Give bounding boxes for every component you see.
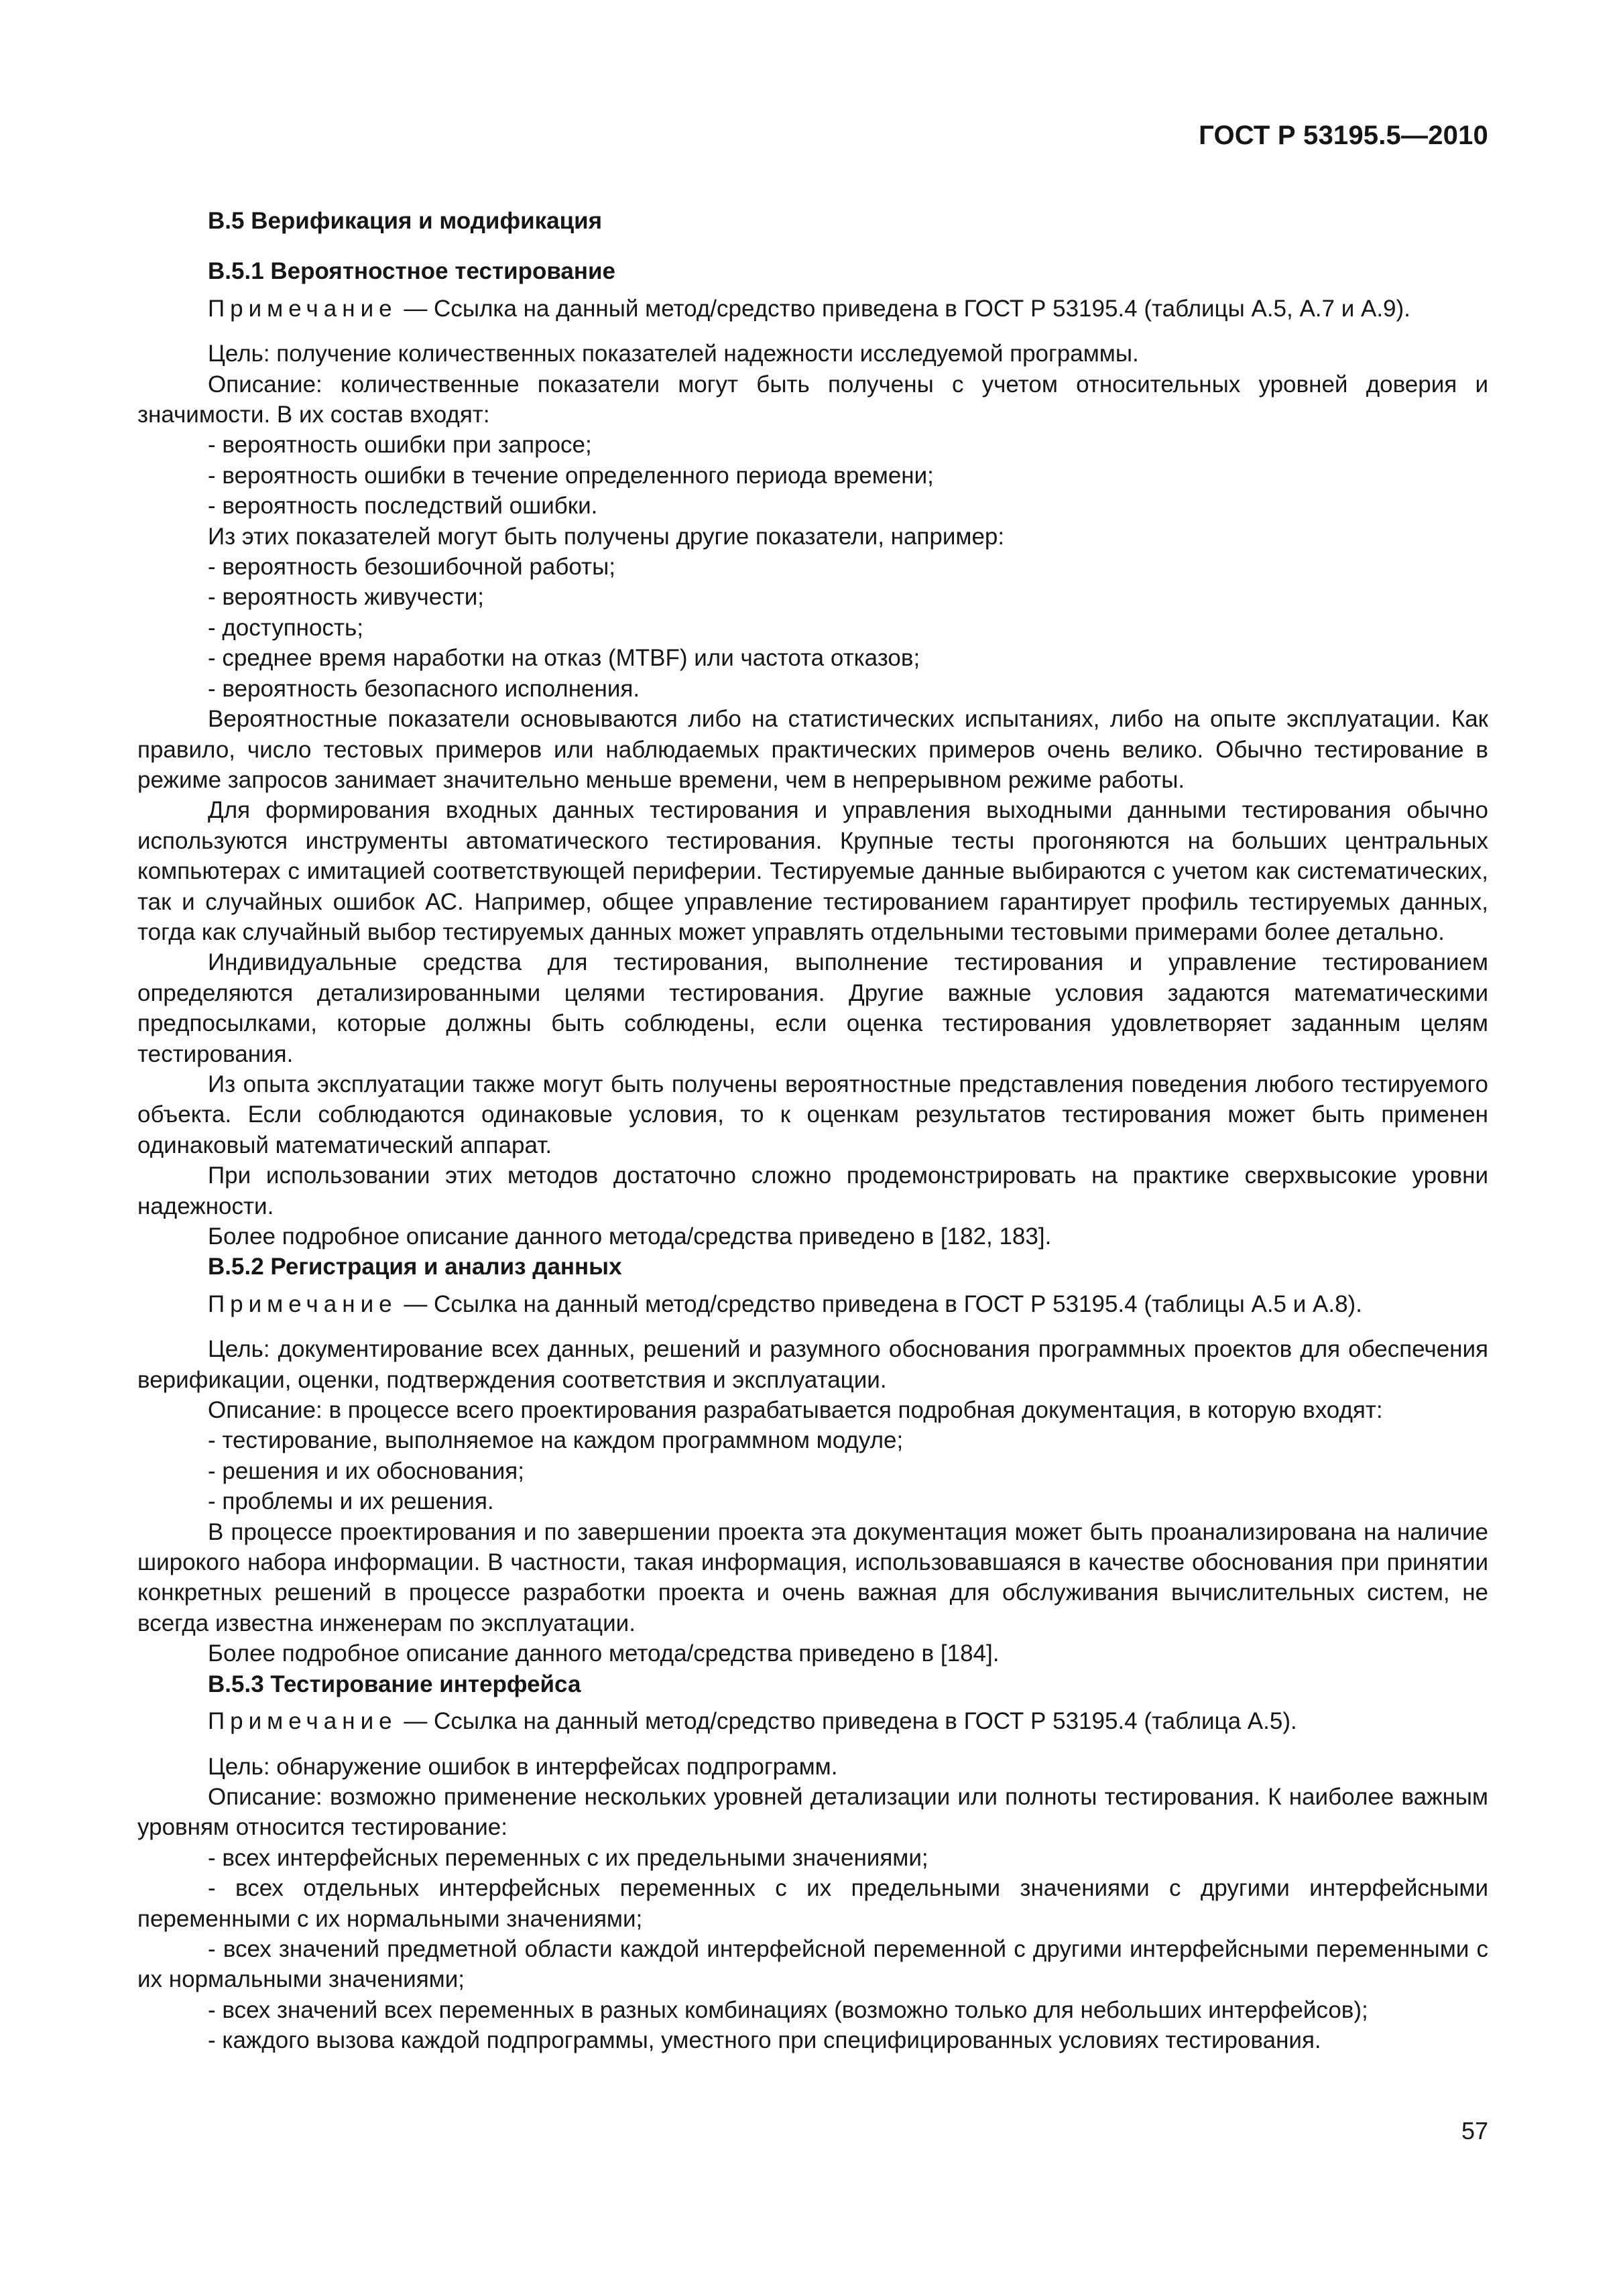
paragraph: Цель: получение количественных показателей надежности исследуемой программы.	[208, 341, 1139, 367]
list-item: - каждого вызова каждой подпрограммы, уместного при специфицированных условиях тестирования.	[208, 2027, 1321, 2054]
list-item: - вероятность последствий ошибки.	[208, 493, 598, 520]
list-item: - всех отдельных интерфейсных переменных с их предельными значениями с другими интерфейсными переменными с их нормальными значениями;	[137, 1875, 1488, 1932]
paragraph: Более подробное описание данного метода/средства приведено в [184].	[208, 1640, 1000, 1667]
paragraph: Для формирования входных данных тестирования и управления выходными данными тестирования обычно используются инструменты автоматического тестирования. Крупные тесты прогоняются на больших центральных компьютерах с имитацией соответствующей периферии. Тестируемые данные выбираются с учетом как систематических, так и случайных ошибок АС. Например, общее управление тестированием гарантирует профиль тестируемых данных, тогда как случайный выбор тестируемых данных может управлять отдельными тестовыми примерами более детально.	[137, 797, 1488, 945]
page-number: 57	[1461, 2117, 1488, 2144]
document-body	[137, 206, 1488, 2056]
paragraph: Из этих показателей могут быть получены другие показатели, например:	[208, 523, 1005, 550]
note-label: Примечание	[208, 295, 398, 322]
subsection-heading: В.5.1 Вероятностное тестирование	[208, 258, 616, 285]
list-item: - вероятность живучести;	[208, 584, 485, 611]
list-item: - тестирование, выполняемое на каждом программном модуле;	[208, 1427, 904, 1454]
paragraph: Более подробное описание данного метода/средства приведено в [182, 183].	[208, 1223, 1052, 1250]
paragraph: Цель: документирование всех данных, решений и разумного обоснования программных проектов для обеспечения верификации, оценки, подтверждения соответствия и эксплуатации.	[137, 1336, 1488, 1393]
list-item: - вероятность безопасного исполнения.	[208, 675, 640, 702]
note-text: — Ссылка на данный метод/средство приведена в ГОСТ Р 53195.4 (таблицы А.5, А.7 и А.9).	[397, 295, 1410, 322]
list-item: - вероятность безошибочной работы;	[208, 554, 615, 581]
list-item: - вероятность ошибки при запросе;	[208, 432, 592, 459]
paragraph: Описание: количественные показатели могут быть получены с учетом относительных уровней доверия и значимости. В их состав входят:	[137, 371, 1488, 428]
note-text: — Ссылка на данный метод/средство приведена в ГОСТ Р 53195.4 (таблица А.5).	[397, 1708, 1297, 1735]
paragraph: Описание: возможно применение нескольких уровней детализации или полноты тестирования. К наиболее важным уровням относится тестирование:	[137, 1783, 1488, 1841]
section-heading: В.5 Верификация и модификация	[208, 208, 603, 234]
list-item: - всех интерфейсных переменных с их предельными значениями;	[208, 1844, 928, 1871]
list-item: - решения и их обоснования;	[208, 1457, 524, 1484]
subsection-heading: В.5.2 Регистрация и анализ данных	[208, 1254, 622, 1280]
note	[137, 294, 1488, 324]
subsection-heading: В.5.3 Тестирование интерфейса	[208, 1671, 581, 1697]
note	[137, 1289, 1488, 1319]
paragraph: Из опыта эксплуатации также могут быть получены вероятностные представления поведения любого тестируемого объекта. Если соблюдаются одинаковые условия, то к оценкам результатов тестирования может быть применен одинаковый математический аппарат.	[137, 1071, 1488, 1158]
list-item: - всех значений всех переменных в разных комбинациях (возможно только для небольших интерфейсов);	[208, 1996, 1368, 2023]
list-item: - среднее время наработки на отказ (MTBF) или частота отказов;	[208, 645, 920, 672]
list-item: - вероятность ошибки в течение определенного периода времени;	[208, 462, 934, 489]
list-item: - всех значений предметной области каждой интерфейсной переменной с другими интерфейсными переменными с их нормальными значениями;	[137, 1935, 1488, 1993]
note	[137, 1706, 1488, 1736]
paragraph: При использовании этих методов достаточно сложно продемонстрировать на практике сверхвысокие уровни надежности.	[137, 1162, 1488, 1219]
paragraph: Вероятностные показатели основываются либо на статистических испытаниях, либо на опыте эксплуатации. Как правило, число тестовых примеров или наблюдаемых практических примеров очень велико. Обычно тестирование в режиме запросов занимает значительно меньше времени, чем в непрерывном режиме работы.	[137, 706, 1488, 793]
list-item: - проблемы и их решения.	[208, 1488, 494, 1515]
note-label: Примечание	[208, 1708, 398, 1735]
paragraph: Описание: в процессе всего проектирования разрабатывается подробная документация, в которую входят:	[208, 1397, 1383, 1424]
note-text: — Ссылка на данный метод/средство приведена в ГОСТ Р 53195.4 (таблицы А.5 и А.8).	[397, 1290, 1362, 1317]
paragraph: Индивидуальные средства для тестирования, выполнение тестирования и управление тестированием определяются детализированными целями тестирования. Другие важные условия задаются математическими предпосылками, которые должны быть соблюдены, если оценка тестирования удовлетворяет заданным целям тестирования.	[137, 949, 1488, 1067]
running-header: ГОСТ Р 53195.5—2010	[1199, 121, 1488, 150]
note-label: Примечание	[208, 1290, 398, 1317]
document-page	[137, 121, 1488, 2219]
list-item: - доступность;	[208, 614, 363, 641]
paragraph: Цель: обнаружение ошибок в интерфейсах подпрограмм.	[208, 1753, 838, 1780]
paragraph: В процессе проектирования и по завершении проекта эта документация может быть проанализирована на наличие широкого набора информации. В частности, такая информация, использовавшаяся в качестве обоснования при принятии конкретных решений в процессе разработки проекта и очень важная для обслуживания вычислительных систем, не всегда известна инженерам по эксплуатации.	[137, 1518, 1488, 1636]
